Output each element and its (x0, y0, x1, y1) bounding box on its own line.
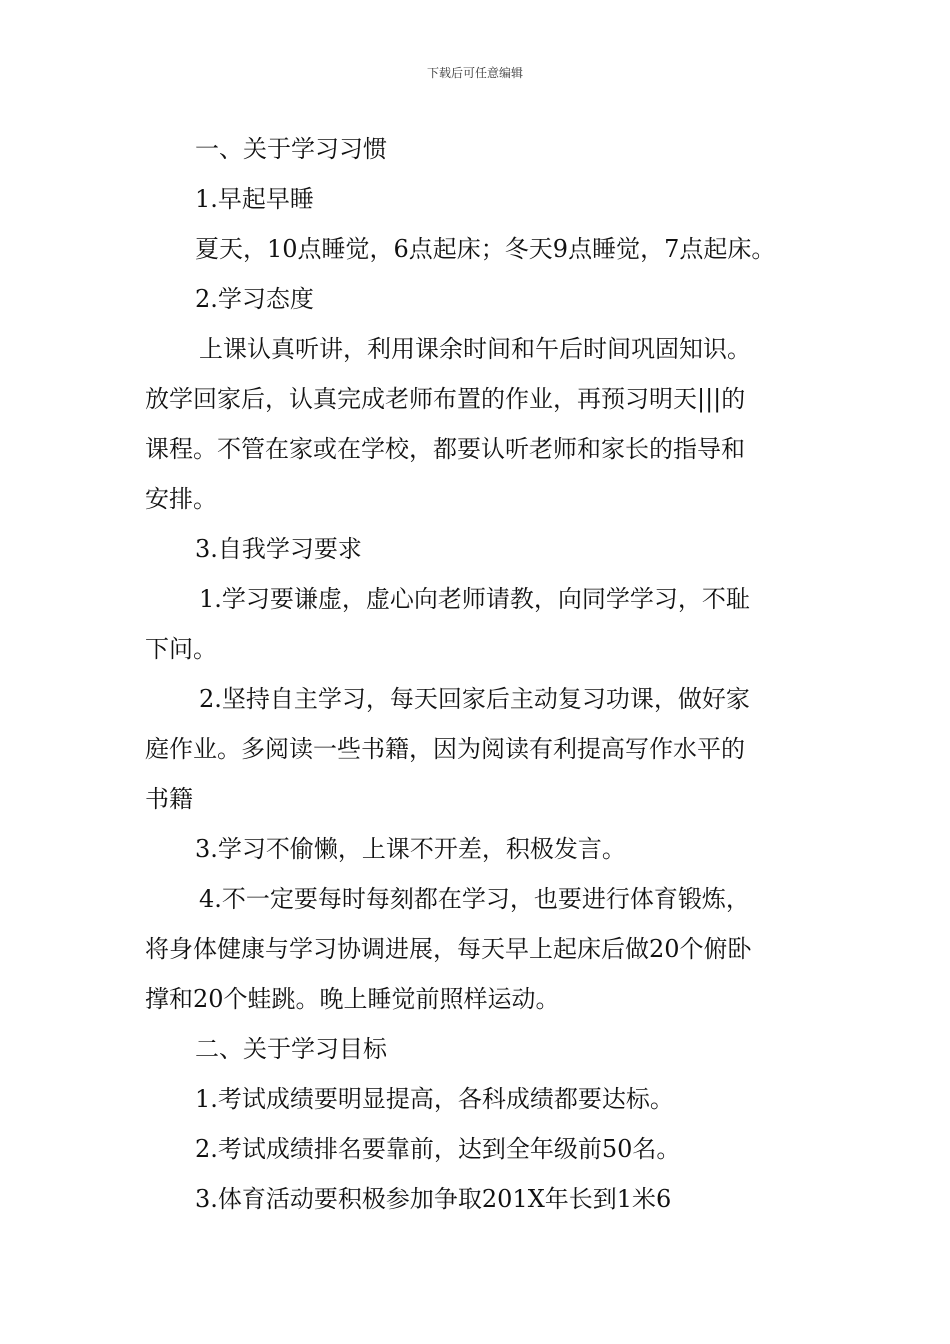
subheading-self-requirements: 3.自我学习要求 (195, 535, 362, 563)
paragraph-line: 3.体育活动要积极参加争取201X年长到1米6 (195, 1185, 672, 1213)
paragraph-line: 安排。 (145, 485, 217, 513)
paragraph-line: 上课认真听讲，利用课余时间和午后时间巩固知识。 (199, 335, 751, 363)
paragraph-line: 2.坚持自主学习，每天回家后主动复习功课，做好家 (199, 685, 750, 713)
paragraph-line: 夏天，10点睡觉，6点起床；冬天9点睡觉，7点起床。 (195, 235, 776, 263)
paragraph-line: 放学回家后，认真完成老师布置的作业，再预习明天|||的 (145, 385, 746, 413)
paragraph-line: 2.考试成绩排名要靠前，达到全年级前50名。 (195, 1135, 681, 1163)
subheading-attitude: 2.学习态度 (195, 285, 314, 313)
section-heading-1: 一、关于学习习惯 (195, 135, 387, 163)
paragraph-line: 课程。不管在家或在学校，都要认听老师和家长的指导和 (145, 435, 745, 463)
paragraph-line: 3.学习不偷懒，上课不开差，积极发言。 (195, 835, 626, 863)
paragraph-line: 撑和20个蛙跳。晚上睡觉前照样运动。 (145, 985, 560, 1013)
paragraph-line: 下问。 (145, 635, 217, 663)
paragraph-line: 1.考试成绩要明显提高，各科成绩都要达标。 (195, 1085, 674, 1113)
subheading-early-rise: 1.早起早睡 (195, 185, 314, 213)
section-heading-2: 二、关于学习目标 (195, 1035, 387, 1063)
paragraph-line: 书籍 (145, 785, 193, 813)
paragraph-line: 将身体健康与学习协调进展，每天早上起床后做20个俯卧 (145, 935, 752, 963)
paragraph-line: 庭作业。多阅读一些书籍，因为阅读有利提高写作水平的 (145, 735, 745, 763)
paragraph-line: 1.学习要谦虚，虚心向老师请教，向同学学习，不耻 (199, 585, 750, 613)
page-header: 下载后可任意编辑 (426, 66, 523, 80)
paragraph-line: 4.不一定要每时每刻都在学习，也要进行体育锻炼， (199, 885, 750, 913)
